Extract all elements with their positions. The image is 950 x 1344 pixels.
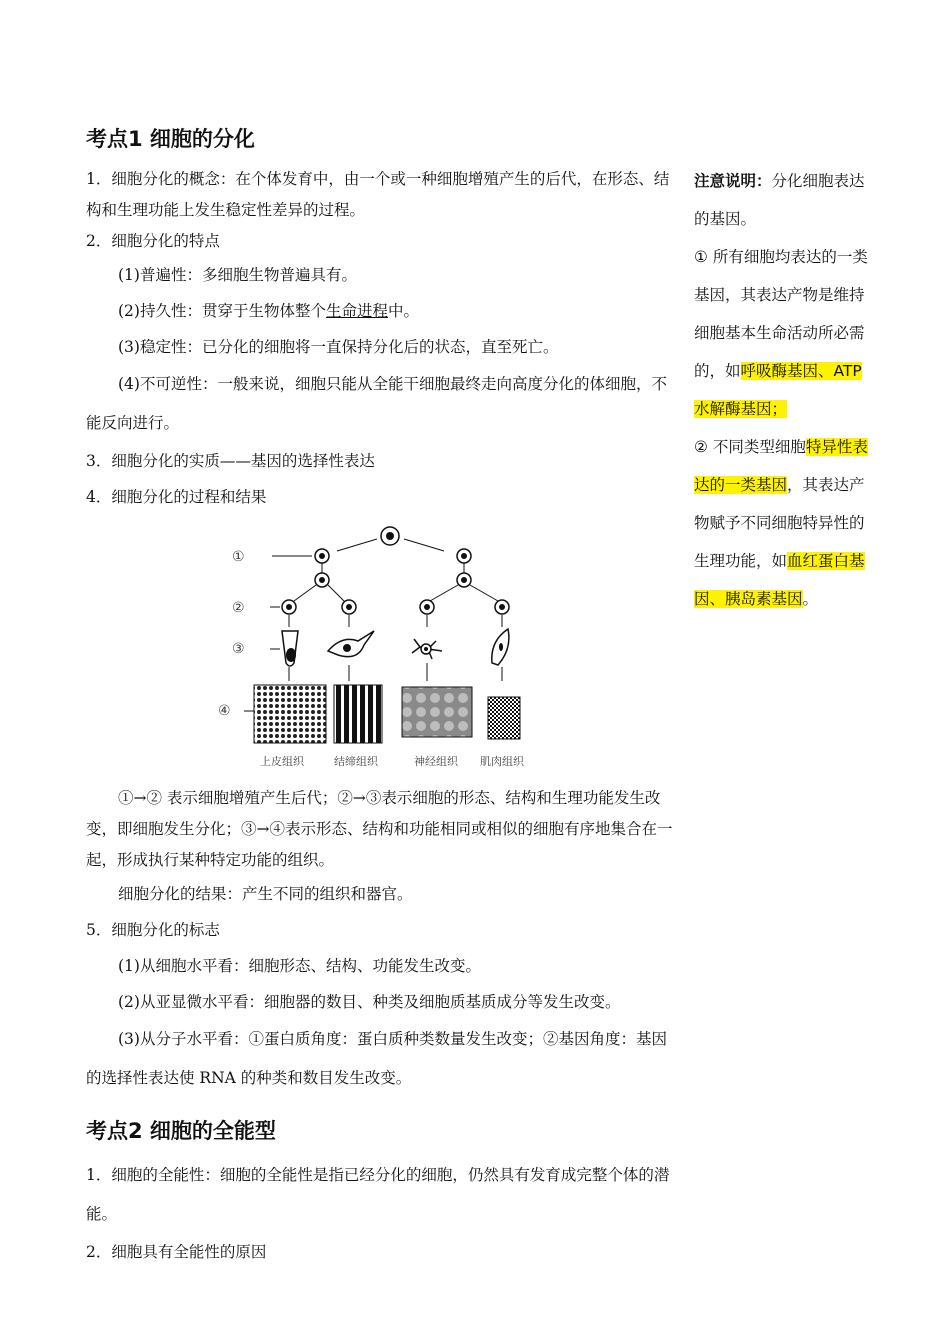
item-5-1: (1)从细胞水平看：细胞形态、结构、功能发生改变。 bbox=[118, 957, 481, 975]
item-4: 4．细胞分化的过程和结果 bbox=[86, 488, 267, 506]
side-note-label: 注意说明： bbox=[694, 172, 772, 190]
item-2-2-underlined: 生命进程 bbox=[325, 302, 388, 320]
item-2-3: (3)稳定性：已分化的细胞将一直保持分化后的状态，直至死亡。 bbox=[118, 338, 559, 356]
marker-3: ③ bbox=[232, 641, 245, 657]
point-1-highlight: 呼吸酶基因、ATP 水解酶基因； bbox=[694, 362, 862, 418]
caption-connective: 结缔组织 bbox=[334, 755, 378, 768]
item-2-heading: 2．细胞分化的特点 bbox=[86, 232, 220, 250]
differentiation-result: 细胞分化的结果：产生不同的组织和器官。 bbox=[118, 885, 413, 903]
item-5-2: (2)从亚显微水平看：细胞器的数目、种类及细胞质基质成分等发生改变。 bbox=[118, 993, 621, 1011]
point-2-highlight: 特异性表达的一类基因 bbox=[694, 438, 868, 494]
point-1-text: ① 所有细胞均表达的一类基因，其表达产物是维持细胞基本生命活动所必需的，如 bbox=[694, 248, 868, 380]
item-2-4: (4)不可逆性：一般来说，细胞只能从全能干细胞最终走向高度分化的体细胞，不能反向进行。 bbox=[86, 375, 667, 432]
main-column bbox=[86, 120, 678, 1270]
side-note-intro-text: 分化细胞表达的基因。 bbox=[694, 172, 865, 228]
marker-1: ① bbox=[232, 549, 245, 565]
caption-muscle: 肌肉组织 bbox=[480, 755, 524, 768]
side-note-point-2 bbox=[694, 428, 870, 618]
caption-nervous: 神经组织 bbox=[414, 755, 458, 768]
section1-title: 考点1 细胞的分化 bbox=[86, 127, 255, 151]
point-2-middle: ，其表达产物赋予不同细胞特异性的生理功能，如 bbox=[694, 476, 865, 570]
marker-2: ② bbox=[232, 600, 245, 616]
differentiation-diagram bbox=[218, 523, 532, 773]
point-2-highlight-2: 血红蛋白基因、胰岛素基因 bbox=[694, 552, 865, 608]
item-2-2-text: (2)持久性：贯穿于生物体整个 bbox=[118, 302, 326, 320]
item-2-2-end: 中。 bbox=[387, 302, 419, 320]
side-note-point-1 bbox=[694, 238, 870, 428]
point-2-end: 。 bbox=[802, 590, 819, 608]
item-5-3: (3)从分子水平看：①蛋白质角度：蛋白质种类数量发生改变；②基因角度：基因的选择性表达使 RNA 的种类和数目发生改变。 bbox=[86, 1030, 667, 1087]
caption-epithelial: 上皮组织 bbox=[260, 755, 304, 768]
item-2-2 bbox=[86, 293, 678, 329]
item-1-definition: 1．细胞分化的概念：在个体发育中，由一个或一种细胞增殖产生的后代，在形态、结构和生理功能上发生稳定性差异的过程。 bbox=[86, 170, 670, 219]
section2-title: 考点2 细胞的全能型 bbox=[86, 1119, 276, 1143]
section2-item-2: 2．细胞具有全能性的原因 bbox=[86, 1243, 267, 1261]
item-5: 5．细胞分化的标志 bbox=[86, 921, 220, 939]
section2-item-1: 1．细胞的全能性：细胞的全能性是指已经分化的细胞，仍然具有发育成完整个体的潜能。 bbox=[86, 1166, 670, 1223]
side-note bbox=[694, 162, 870, 618]
point-2-text: ② 不同类型细胞 bbox=[694, 438, 806, 456]
item-3: 3．细胞分化的实质——基因的选择性表达 bbox=[86, 452, 375, 470]
figure-explanation: ①→② 表示细胞增殖产生后代；②→③表示细胞的形态、结构和生理功能发生改变，即细胞发生分化；③→④表示形态、结构和功能相同或相似的细胞有序地集合在一起，形成执行某种特定功能的组织。 bbox=[86, 789, 673, 869]
side-note-intro bbox=[694, 162, 870, 238]
marker-4: ④ bbox=[218, 703, 231, 719]
diagram-drawing bbox=[232, 523, 532, 773]
item-2-1: (1)普遍性：多细胞生物普遍具有。 bbox=[118, 266, 357, 284]
